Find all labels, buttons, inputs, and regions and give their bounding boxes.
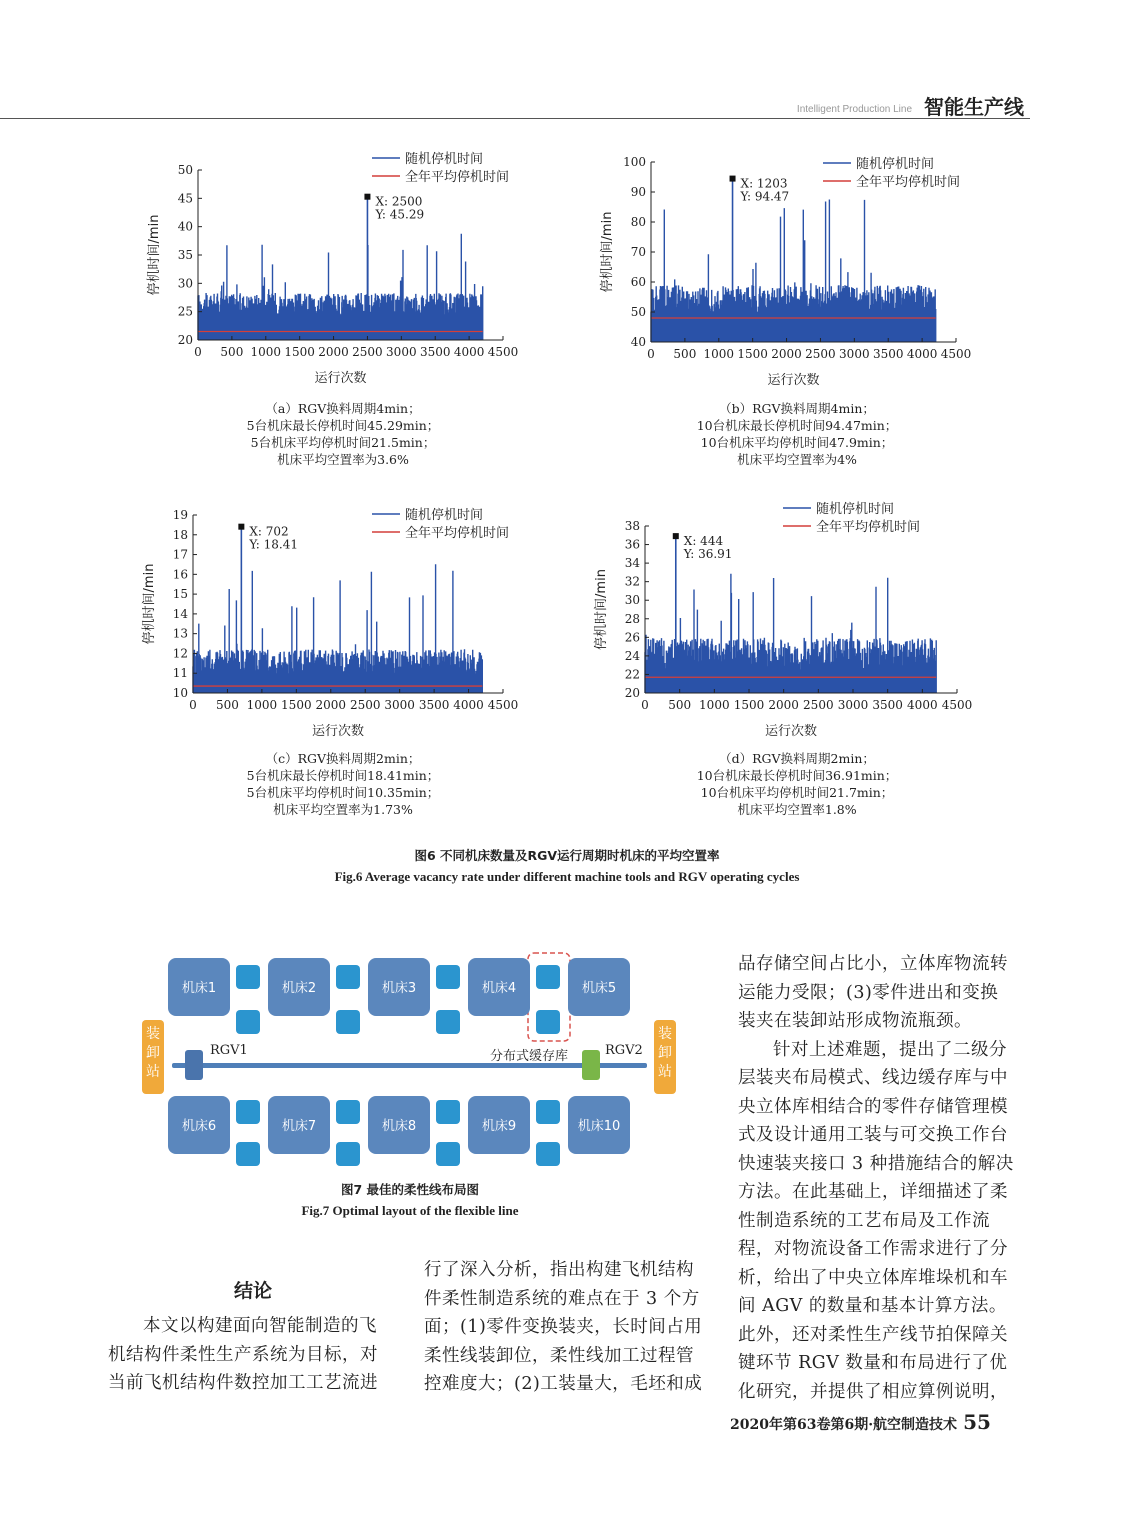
buffer-top-upper — [436, 965, 460, 989]
chart-d-y-tick-label: 26 — [624, 630, 640, 645]
chart-b-x-tick-label: 0 — [647, 347, 655, 361]
text-line: 针对上述难题，提出了二级分 — [773, 1039, 1007, 1060]
chart-a-x-tick-label: 3500 — [419, 345, 451, 359]
buffer-top-upper — [236, 965, 260, 989]
text-line: 品存储空间占比小，立体库物流转 — [738, 954, 1008, 974]
chart-c-peak-y-label: Y: 18.41 — [249, 537, 299, 552]
chart-d-x-tick-label: 4500 — [941, 698, 973, 712]
running-header — [0, 82, 1030, 119]
chart-d-y-tick-label: 22 — [624, 667, 640, 682]
caption-a-line: 机床平均空置率为3.6% — [277, 452, 409, 467]
text-line: 行了深入分析，指出构建飞机结构 — [424, 1260, 694, 1280]
chart-d-x-tick-label: 500 — [668, 698, 692, 712]
chart-b-x-tick-label: 1500 — [737, 347, 768, 361]
chart-d-peak-marker — [673, 533, 679, 539]
chart-d-legend-label: 全年平均停机时间 — [816, 520, 921, 535]
chart-b-peak-marker — [730, 176, 736, 182]
chart-c-x-tick-label: 1000 — [246, 698, 278, 712]
text-line: 控难度大；(2)工装量大，毛坯和成 — [424, 1374, 703, 1394]
chart-c-x-label: 运行次数 — [311, 724, 365, 739]
chart-b-y-tick-label: 90 — [630, 185, 646, 199]
rgv2-vehicle — [582, 1050, 600, 1080]
text-line: 键环节 RGV 数量和布局进行了优 — [738, 1353, 1008, 1373]
chart-c-x-tick-label: 4000 — [453, 698, 484, 712]
chart-a-x-tick-label: 0 — [194, 345, 202, 359]
text-line: 央立体库相结合的零件存储管理模 — [738, 1096, 1008, 1117]
chart-a-legend-label: 随机停机时间 — [405, 152, 484, 167]
chart-a-x-tick-label: 500 — [220, 345, 244, 359]
caption-b-line: 10台机床最长停机时间94.47min； — [696, 418, 898, 433]
chart-c-x-tick-label: 0 — [189, 698, 197, 712]
chart-d-peak-y-label: Y: 36.91 — [683, 547, 733, 562]
chart-d-x-label: 运行次数 — [764, 724, 818, 739]
buffer-bottom-upper — [236, 1100, 260, 1124]
machine-top-5-label: 机床5 — [581, 981, 617, 996]
chart-b-x-tick-label: 4500 — [940, 347, 972, 361]
chart-c-x-tick-label: 3500 — [418, 698, 450, 712]
text-line: 此外，还对柔性生产线节拍保障关 — [738, 1324, 1008, 1345]
chart-d-bars-body — [645, 670, 936, 693]
buffer-bottom-lower — [336, 1142, 360, 1166]
text-line: 性制造系统的工艺布局及工作流 — [738, 1210, 990, 1231]
text-line: 运能力受限；(3)零件进出和变换 — [738, 982, 999, 1003]
chart-a-peak-y-label: Y: 45.29 — [375, 207, 425, 222]
chart-d-x-tick-label: 1000 — [699, 698, 730, 712]
chart-a-peak-marker — [364, 194, 370, 200]
chart-c-x-tick-label: 500 — [215, 698, 239, 712]
chart-b-peak-x-label: X: 1203 — [740, 176, 788, 191]
chart-d-x-tick-label: 4000 — [907, 698, 938, 712]
chart-b-group — [599, 155, 971, 388]
fig6-caption-cn: 图6 不同机床数量及RGV运行周期时机床的平均空置率 — [414, 848, 720, 863]
chart-b-bars-body — [651, 315, 936, 342]
chart-b-x-tick-label: 1000 — [703, 347, 735, 361]
text-line: 装夹在装卸站形成物流瓶颈。 — [738, 1011, 972, 1031]
caption-c-line: 5台机床最长停机时间18.41min； — [246, 768, 440, 783]
machine-bottom-4-label: 机床9 — [481, 1119, 517, 1134]
chart-c-bars-body — [193, 675, 482, 693]
chart-a-x-tick-label: 4000 — [453, 345, 485, 359]
chart-a-x-label: 运行次数 — [314, 371, 367, 386]
rgv1-vehicle — [185, 1050, 203, 1080]
buffer-label: 分布式缓存库 — [490, 1049, 569, 1064]
chart-a-x-tick-label: 1000 — [250, 345, 282, 359]
load-station-left-label — [146, 1025, 160, 1080]
chart-c-x-tick-label: 3000 — [384, 698, 415, 712]
page-footer — [730, 1410, 991, 1434]
chart-c-legend-label: 随机停机时间 — [405, 508, 484, 523]
rgv1-label: RGV1 — [210, 1043, 248, 1058]
text-line: 快速装夹接口 3 种措施结合的解决 — [738, 1153, 1014, 1174]
chart-c-y-tick-label: 15 — [172, 587, 188, 602]
chart-c-y-tick-label: 12 — [172, 646, 188, 661]
chart-d-x-tick-label: 1500 — [733, 698, 765, 712]
chart-a-bars-body — [198, 316, 483, 340]
station-char: 站 — [658, 1064, 672, 1080]
chart-b-x-tick-label: 3000 — [839, 347, 870, 361]
text-column-1 — [108, 1312, 400, 1398]
chart-a-x-tick-label: 4500 — [487, 345, 519, 359]
fig7-caption-cn: 图7 最佳的柔性线布局图 — [340, 1182, 480, 1197]
text-line: 当前飞机结构件数控加工工艺流进 — [108, 1373, 378, 1393]
caption-b-line: 机床平均空置率为4% — [737, 452, 857, 467]
chart-b-x-tick-label: 2000 — [771, 347, 802, 361]
chart-a-x-tick-label: 2000 — [318, 345, 349, 359]
chart-b-x-tick-label: 4000 — [906, 347, 938, 361]
header-en: Intelligent Production Line — [796, 104, 912, 115]
page-number: 55 — [963, 1410, 991, 1434]
caption-b-line: 10台机床平均停机时间47.9min； — [700, 435, 894, 450]
flexible-line-layout — [140, 950, 685, 1170]
text-line: 层装夹布局模式、线边缓存库与中 — [738, 1068, 1008, 1088]
chart-a-peak-x-label: X: 2500 — [375, 194, 423, 209]
caption-d-line: 10台机床平均停机时间21.7min； — [700, 785, 894, 800]
station-char: 装 — [658, 1026, 672, 1042]
text-column-3 — [738, 950, 1030, 1406]
machine-bottom-1-label: 机床6 — [181, 1119, 217, 1134]
machine-bottom-2-label: 机床7 — [281, 1119, 317, 1134]
machine-top-2-label: 机床2 — [281, 981, 317, 996]
caption-a — [183, 400, 503, 468]
chart-c-x-tick-label: 4500 — [487, 698, 519, 712]
text-line: 件柔性制造系统的难点在于 3 个方 — [424, 1288, 700, 1309]
caption-a-line: 5台机床最长停机时间45.29min； — [246, 418, 440, 433]
chart-d-y-tick-label: 24 — [624, 648, 640, 663]
chart-c-y-tick-label: 13 — [172, 626, 188, 641]
text-line: 本文以构建面向智能制造的飞 — [143, 1316, 377, 1336]
load-station-right-label — [658, 1025, 672, 1080]
station-char: 装 — [146, 1026, 160, 1042]
chart-d-bars — [645, 574, 936, 693]
chart-b-y-tick-label: 60 — [630, 275, 646, 289]
fig7-caption-en: Fig.7 Optimal layout of the flexible line — [301, 1203, 519, 1218]
machine-bottom-5-label: 机床10 — [577, 1119, 621, 1134]
text-line: 化研究，并提供了相应算例说明， — [738, 1381, 1008, 1402]
footer-journal: 2020年第63卷第6期·航空制造技术 — [730, 1417, 958, 1433]
chart-d-x-tick-label: 3500 — [872, 698, 903, 712]
chart-a-bars — [198, 234, 483, 340]
chart-b-bars — [651, 200, 936, 343]
chart-c-y-tick-label: 10 — [172, 686, 188, 700]
chart-a-x-tick-label: 1500 — [284, 345, 315, 359]
chart-b-peak-y-label: Y: 94.47 — [740, 189, 790, 204]
text-column-2 — [424, 1256, 716, 1399]
station-char: 卸 — [658, 1045, 672, 1061]
buffer-bottom-lower — [236, 1142, 260, 1166]
conclusion-heading: 结论 — [233, 1280, 272, 1302]
chart-d-peak-x-label: X: 444 — [683, 534, 724, 549]
chart-a-y-label: 停机时间/min — [147, 214, 162, 296]
chart-a-y-tick-label: 30 — [177, 276, 193, 291]
caption-c-line: 5台机床平均停机时间10.35min； — [246, 785, 440, 800]
chart-d-y-tick-label: 20 — [624, 686, 640, 700]
caption-a-line: （a）RGV换料周期4min； — [265, 401, 421, 416]
buffer-top-lower — [236, 1010, 260, 1034]
chart-c-peak-x-label: X: 702 — [249, 524, 289, 539]
chart-a-x-tick-label: 2500 — [352, 345, 383, 359]
chart-d-legend-label: 随机停机时间 — [816, 502, 895, 517]
chart-c-bars — [193, 564, 482, 693]
fig6-caption-en: Fig.6 Average vacancy rate under different machine tools and RGV operating cycles — [334, 869, 800, 884]
machine-top-4-label: 机床4 — [481, 981, 517, 996]
chart-b-legend-label: 随机停机时间 — [856, 157, 935, 172]
buffer-top-lower — [336, 1010, 360, 1034]
buffer-bottom-upper — [536, 1100, 560, 1124]
caption-c-line: （c）RGV换料周期2min； — [265, 751, 421, 766]
chart-b-y-tick-label: 70 — [630, 245, 646, 259]
chart-b-y-tick-label: 50 — [630, 305, 646, 319]
buffer-bottom-lower — [536, 1142, 560, 1166]
chart-a-y-tick-label: 40 — [177, 219, 193, 234]
chart-d-y-label: 停机时间/min — [594, 569, 609, 650]
chart-a-group — [146, 151, 518, 386]
caption-d-line: 10台机床最长停机时间36.91min； — [696, 768, 898, 783]
buffer-bottom-upper — [336, 1100, 360, 1124]
chart-c-y-tick-label: 11 — [172, 666, 188, 681]
machine-top-1-label: 机床1 — [181, 981, 217, 996]
text-line: 方法。在此基础上，详细描述了柔 — [738, 1182, 1008, 1202]
chart-d-x-tick-label: 2000 — [768, 698, 799, 712]
chart-c-x-tick-label: 2000 — [315, 698, 347, 712]
chart-a-y-tick-label: 45 — [177, 191, 193, 206]
station-char: 卸 — [146, 1045, 160, 1061]
chart-c-x-tick-label: 1500 — [281, 698, 312, 712]
chart-d-y-tick-label: 34 — [624, 556, 640, 571]
chart-c-group — [141, 507, 518, 739]
chart-d-y-tick-label: 30 — [624, 593, 640, 608]
chart-b-y-tick-label: 80 — [630, 215, 646, 229]
chart-a-y-tick-label: 35 — [177, 248, 193, 262]
buffer-top-lower — [536, 1010, 560, 1034]
rgv-rail — [172, 1063, 647, 1068]
chart-c-y-tick-label: 14 — [172, 606, 188, 621]
machine-top-3-label: 机床3 — [381, 981, 417, 996]
chart-b-y-tick-label: 40 — [630, 335, 646, 349]
buffer-top-upper — [336, 965, 360, 989]
chart-d-y-tick-label: 28 — [624, 611, 640, 626]
caption-d-line: 机床平均空置率1.8% — [737, 802, 857, 817]
chart-c-peak-marker — [238, 524, 244, 530]
chart-a-y-tick-label: 50 — [177, 163, 193, 177]
text-line: 柔性线装卸位，柔性线加工过程管 — [424, 1345, 694, 1366]
rgv2-label: RGV2 — [605, 1043, 643, 1058]
chart-d-group — [593, 501, 972, 739]
chart-c-y-tick-label: 17 — [172, 547, 188, 562]
text-line: 式及设计通用工装与可交换工作台 — [738, 1125, 1008, 1145]
text-line: 间 AGV 的数量和基本计算方法。 — [738, 1296, 1007, 1316]
chart-a-y-tick-label: 25 — [177, 304, 193, 319]
caption-d — [637, 750, 957, 818]
chart-b-x-tick-label: 3500 — [872, 347, 904, 361]
caption-b-line: （b）RGV换料周期4min； — [719, 401, 875, 416]
buffer-bottom-upper — [436, 1100, 460, 1124]
text-line: 机结构件柔性生产系统为目标，对 — [108, 1344, 378, 1365]
chart-d-x-tick-label: 2500 — [803, 698, 834, 712]
machine-bottom-3-label: 机床8 — [381, 1119, 417, 1134]
text-line: 程，对物流设备工作需求进行了分 — [738, 1239, 1008, 1259]
caption-c-line: 机床平均空置率为1.73% — [273, 802, 413, 817]
chart-b-y-label: 停机时间/min — [600, 211, 615, 293]
chart-a-x-tick-label: 3000 — [386, 345, 417, 359]
chart-c-y-tick-label: 16 — [172, 567, 188, 582]
caption-d-line: （d）RGV换料周期2min； — [719, 751, 875, 766]
caption-b — [637, 400, 957, 468]
chart-d-x-tick-label: 3000 — [837, 698, 869, 712]
chart-b-x-label: 运行次数 — [767, 373, 820, 388]
chart-c-y-tick-label: 19 — [172, 508, 188, 522]
chart-b-legend-label: 全年平均停机时间 — [856, 175, 961, 190]
chart-b-y-tick-label: 100 — [623, 155, 646, 169]
caption-a-line: 5台机床平均停机时间21.5min； — [250, 435, 436, 450]
station-char: 站 — [146, 1064, 160, 1080]
chart-d-y-tick-label: 36 — [624, 537, 640, 552]
chart-c-x-tick-label: 2500 — [349, 698, 381, 712]
chart-d-y-tick-label: 38 — [624, 519, 640, 533]
buffer-top-upper — [536, 965, 560, 989]
chart-d-x-tick-label: 0 — [641, 698, 649, 712]
buffer-bottom-lower — [436, 1142, 460, 1166]
chart-c-y-label: 停机时间/min — [142, 563, 157, 645]
chart-b-x-tick-label: 2500 — [805, 347, 836, 361]
text-line: 析，给出了中央立体库堆垛机和车 — [738, 1267, 1008, 1288]
text-line: 面；(1)零件变换装夹，长时间占用 — [424, 1317, 703, 1337]
chart-b-x-tick-label: 500 — [673, 347, 697, 361]
caption-c — [183, 750, 503, 818]
buffer-top-lower — [436, 1010, 460, 1034]
chart-d-y-tick-label: 32 — [624, 574, 640, 589]
chart-a-y-tick-label: 20 — [177, 333, 193, 347]
chart-c-y-tick-label: 18 — [172, 527, 188, 542]
chart-a-legend-label: 全年平均停机时间 — [405, 170, 510, 185]
chart-c-legend-label: 全年平均停机时间 — [405, 526, 510, 541]
header-cn: 智能生产线 — [924, 95, 1024, 119]
